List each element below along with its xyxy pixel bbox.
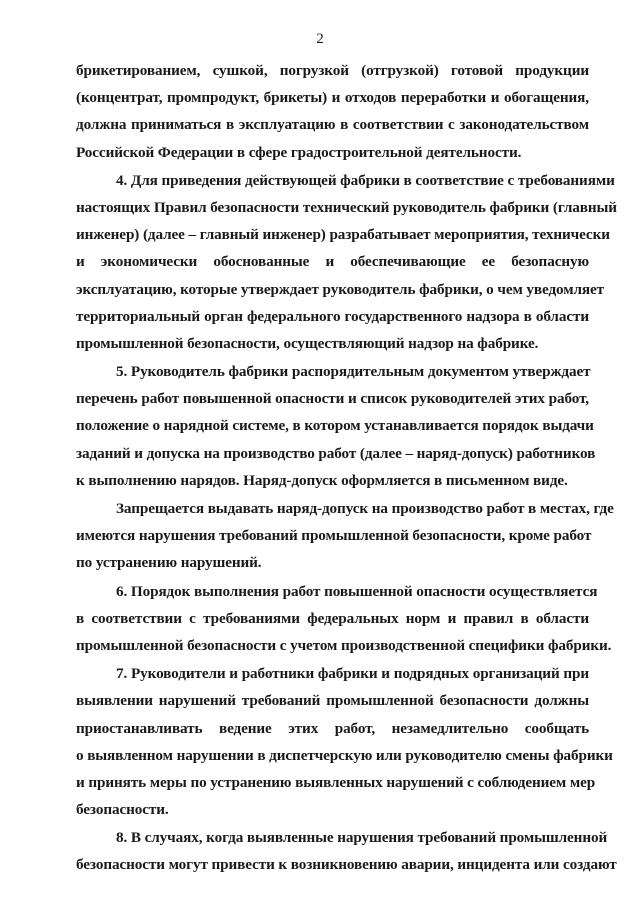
text-line: промышленной безопасности, осуществляющий надзор на фабрике. <box>76 334 539 352</box>
text-line: и принять меры по устранению выявленных нарушений с соблюдением мер <box>76 773 596 791</box>
text-line: промышленной безопасности с учетом производственной специфики фабрики. <box>76 636 612 654</box>
text-line: 7. Руководители и работники фабрики и подрядных организаций при <box>116 665 589 683</box>
text-line: инженер) (далее – главный инженер) разрабатывает мероприятия, технически <box>76 226 610 244</box>
text-line: брикетированием, сушкой, погрузкой (отгрузкой) готовой продукции <box>76 62 589 79</box>
text-line: (концентрат, промпродукт, брикеты) и отходов переработки и обогащения, <box>76 89 589 107</box>
page-number: 2 <box>316 31 324 47</box>
text-line: о выявленном нарушении в диспетчерскую или руководителю смены фабрики <box>76 746 613 764</box>
text-line: приостанавливать ведение этих работ, незамедлительно сообщать <box>76 719 589 737</box>
text-line: 6. Порядок выполнения работ повышенной опасности осуществляется <box>116 582 598 600</box>
text-line: выявлении нарушений требований промышленной безопасности должны <box>76 692 589 710</box>
text-line: и экономически обоснованные и обеспечивающие ее безопасную <box>76 253 589 271</box>
paragraph <box>76 578 612 660</box>
text-line: имеются нарушения требований промышленной безопасности, кроме работ <box>76 527 592 545</box>
text-line: по устранению нарушений. <box>76 554 262 572</box>
text-line: 5. Руководитель фабрики распорядительным документом утверждает <box>116 363 591 381</box>
text-line: к выполнению нарядов. Наряд-допуск оформляется в письменном виде. <box>76 471 568 489</box>
text-line: Российской Федерации в сфере градостроительной деятельности. <box>76 143 522 161</box>
text-line: 8. В случаях, когда выявленные нарушения требований промышленной <box>116 829 608 847</box>
text-line: заданий и допуска на производство работ (далее – наряд-допуск) работников <box>76 444 596 462</box>
text-line: эксплуатацию, которые утверждает руководитель фабрики, о чем уведомляет <box>76 280 605 298</box>
text-line: территориальный орган федерального государственного надзора в области <box>76 307 589 325</box>
paragraph <box>76 660 613 823</box>
document-body <box>76 57 617 879</box>
text-line: безопасности. <box>76 801 169 819</box>
text-line: перечень работ повышенной опасности и список руководителей этих работ, <box>76 390 589 408</box>
paragraph <box>76 358 596 494</box>
text-line: 4. Для приведения действующей фабрики в соответствие с требованиями <box>116 171 615 189</box>
paragraph <box>76 495 614 577</box>
paragraph <box>76 57 589 166</box>
text-line: Запрещается выдавать наряд-допуск на производство работ в местах, где <box>116 500 614 517</box>
text-line: в соответствии с требованиями федеральных норм и правил в области <box>76 609 589 627</box>
paragraph <box>76 824 617 878</box>
text-line: положение о нарядной системе, в котором устанавливается порядок выдачи <box>76 417 594 435</box>
text-line: должна приниматься в эксплуатацию в соответствии с законодательством <box>76 116 589 134</box>
text-line: настоящих Правил безопасности технический руководитель фабрики (главный <box>76 198 617 216</box>
text-line: безопасности могут привести к возникновению аварии, инцидента или создают <box>76 856 617 874</box>
paragraph <box>76 167 617 357</box>
